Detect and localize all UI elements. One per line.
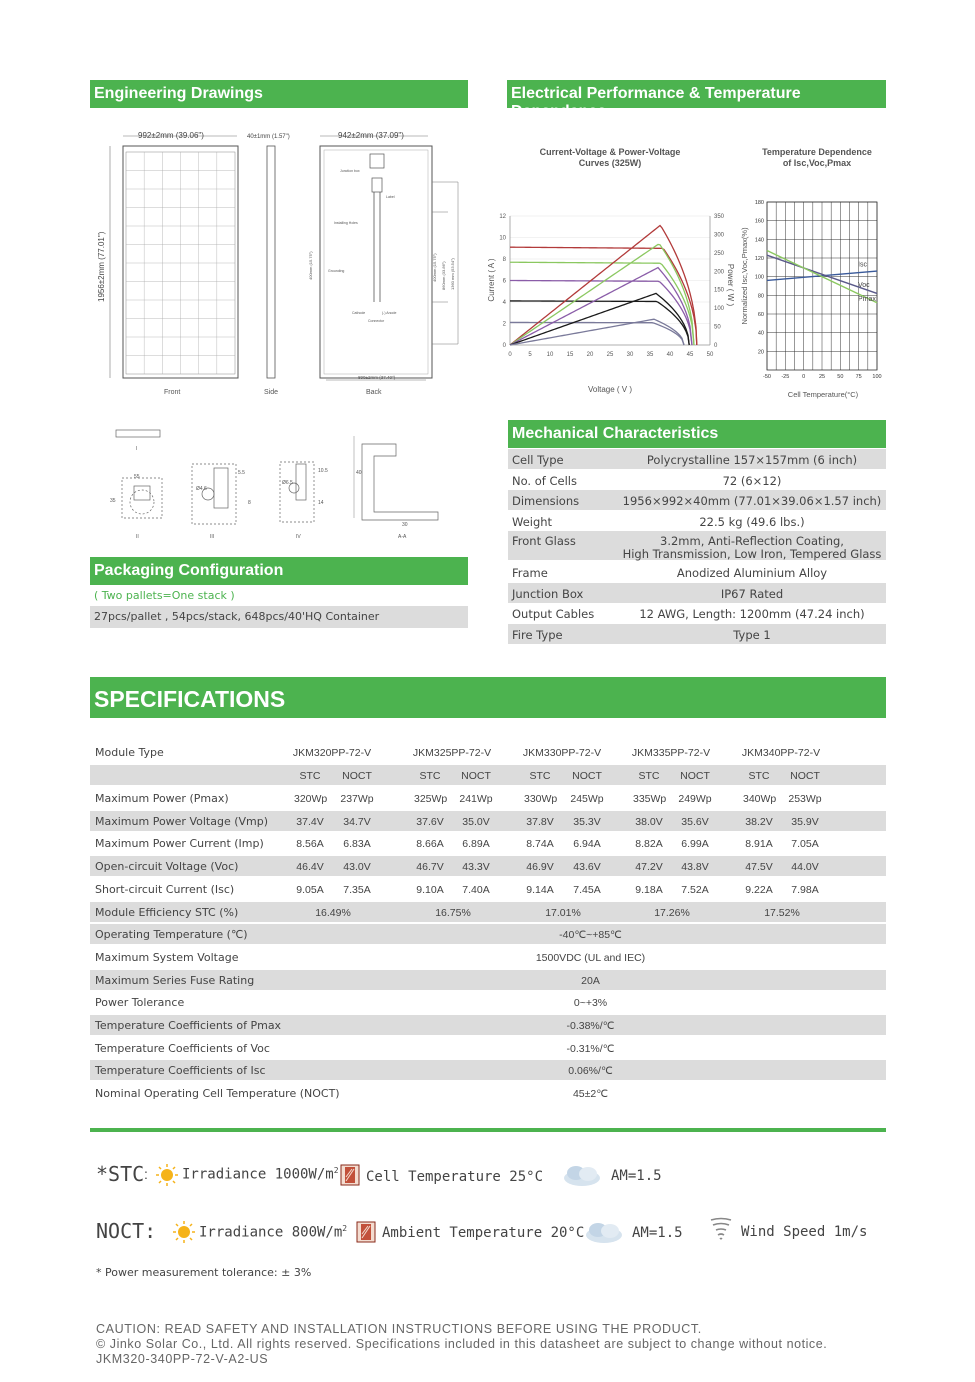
- spec-value: 47.5V: [745, 861, 773, 874]
- x-tick-label: 15: [566, 352, 574, 358]
- mechanical-label: Junction Box: [512, 586, 584, 601]
- spec-value: 335Wp: [633, 793, 667, 805]
- spec-value: 8.56A: [296, 838, 324, 851]
- model-name: JKM325PP-72-V: [412, 747, 492, 759]
- front-width-dim: 992±2mm (39.06"): [138, 131, 204, 140]
- module-type-label: Module Type: [95, 746, 164, 759]
- back-bottom-dim: 890±2mm (37.40"): [358, 375, 396, 380]
- anode-label: (-) Anode: [382, 311, 397, 315]
- spec-value: 253Wp: [788, 793, 822, 805]
- spec-row: [90, 856, 886, 876]
- x-tick-label: 0: [508, 352, 512, 358]
- detail-dim-14: 14: [318, 500, 324, 506]
- spec-header-row: [90, 742, 886, 762]
- stc-label: STC: [748, 770, 770, 782]
- mechanical-label: Frame: [512, 566, 548, 580]
- spec-value: 35.9V: [791, 815, 819, 828]
- wind-icon: [708, 1216, 734, 1244]
- detail-dim-10-5: 10.5: [318, 468, 328, 474]
- detail-label-4: IV: [296, 534, 301, 540]
- x-tick-label: 30: [626, 352, 634, 358]
- mechanical-value: 12 AWG, Length: 1200mm (47.24 inch): [639, 607, 865, 621]
- spec-value: 35.0V: [462, 815, 490, 828]
- cloud-icon: [582, 1219, 626, 1245]
- sun-icon: [155, 1163, 179, 1187]
- iv-xlabel: Voltage ( V ): [587, 385, 633, 394]
- detail-dim-dia-6-5: Ø6.5: [282, 480, 293, 486]
- mechanical-header: [508, 420, 886, 448]
- stc-irradiance-text: Irradiance 1000W/m: [182, 1166, 334, 1183]
- mechanical-value: 1956×992×40mm (77.01×39.06×1.57 inch): [622, 494, 882, 508]
- spec-value: 9.10A: [416, 883, 444, 896]
- noct-ambient-temperature: Ambient Temperature 20°C: [382, 1225, 585, 1241]
- dim-1360: 1360 mm (53.54"): [450, 258, 455, 290]
- detail-label-2: II: [136, 534, 139, 540]
- mechanical-row: [508, 562, 886, 582]
- x-tick-label: -25: [781, 374, 790, 380]
- spec-value: 8.74A: [526, 838, 554, 851]
- iv-pv-chart: [480, 140, 735, 405]
- spec-value: 0~+3%: [573, 997, 608, 1010]
- model-name: JKM335PP-72-V: [631, 747, 711, 759]
- noct-irradiance-text: Irradiance 800W/m: [199, 1224, 343, 1241]
- spec-value: 9.22A: [745, 883, 773, 896]
- y-tick-label: 2: [502, 321, 506, 328]
- mechanical-value: Polycrystalline 157×157mm (6 inch): [646, 453, 858, 467]
- mechanical-label: Dimensions: [512, 494, 580, 508]
- y2-tick-label: 300: [714, 232, 725, 239]
- noct-label: NOCT: [790, 770, 820, 782]
- mechanical-row: [508, 449, 886, 469]
- x-tick-label: 25: [606, 352, 614, 358]
- spec-label: Module Efficiency STC (%): [95, 905, 239, 919]
- ambient-temperature-icon: [354, 1220, 378, 1244]
- spec-value: 9.18A: [635, 883, 663, 896]
- mechanical-label: Fire Type: [512, 627, 563, 642]
- spec-row: [90, 1060, 886, 1080]
- engineering-drawings: [90, 122, 470, 552]
- packaging-note: ( Two pallets=One stack ): [94, 589, 235, 602]
- connector-label: Connector: [368, 319, 385, 323]
- temperature-dependence-chart: [735, 140, 885, 405]
- stc-colon: :: [144, 1166, 148, 1182]
- front-height-dim: 1956±2mm (77.01"): [97, 231, 106, 302]
- detail-dim-55: 55: [134, 474, 140, 480]
- spec-value: 237Wp: [340, 793, 374, 805]
- x-tick-label: 75: [855, 374, 862, 380]
- mechanical-value: 3.2mm, Anti-Reflection Coating,: [660, 534, 844, 548]
- mechanical-title: Mechanical Characteristics: [512, 425, 719, 442]
- detail-label-aa: A-A: [398, 534, 407, 540]
- temp-chart-title-line2: of Isc,Voc,Pmax: [782, 158, 852, 168]
- spec-value: 44.0V: [791, 861, 819, 874]
- spec-value: 0.06%/℃: [568, 1065, 613, 1078]
- mechanical-label: Weight: [512, 514, 553, 529]
- efficiency-value: 16.49%: [315, 906, 351, 919]
- stc-label: STC: [638, 770, 660, 782]
- spec-value: 46.9V: [526, 861, 554, 874]
- mechanical-label: Output Cables: [512, 607, 595, 621]
- spec-label: Temperature Coefficients of Isc: [95, 1064, 266, 1078]
- x-tick-label: 100: [872, 374, 882, 380]
- spec-value: 7.05A: [791, 838, 819, 851]
- spec-row: [90, 1083, 886, 1103]
- y-tick-label: 8: [502, 257, 506, 263]
- mechanical-value: 22.5 kg (49.6 lbs.): [699, 514, 805, 529]
- iv-chart-title-line1: Current-Voltage & Power-Voltage: [539, 147, 681, 157]
- temp-chart-title-line1: Temperature Dependence: [762, 147, 872, 157]
- y2-tick-label: 50: [714, 324, 721, 331]
- spec-label: Maximum Power Voltage (Vmp): [95, 814, 269, 828]
- noct-label: NOCT:: [96, 1219, 157, 1243]
- spec-value: 7.40A: [462, 883, 490, 896]
- y-tick-label: 40: [757, 330, 764, 337]
- footer-code: JKM320-340PP-72-V-A2-US: [96, 1352, 269, 1366]
- y-tick-label: 160: [754, 218, 764, 225]
- mechanical-row: [508, 490, 886, 510]
- spec-value: 8.91A: [745, 838, 773, 851]
- model-name: JKM320PP-72-V: [292, 747, 372, 759]
- electrical-performance-title: Electrical Performance & Temperature Dependence: [511, 85, 801, 120]
- noct-irradiance: [199, 1224, 347, 1241]
- y2-tick-label: 250: [714, 250, 725, 257]
- dim-400-b: 400mm (15.75"): [432, 253, 437, 282]
- x-tick-label: -50: [763, 374, 771, 380]
- y2-tick-label: 200: [714, 269, 725, 276]
- spec-label: Power Tolerance: [95, 996, 185, 1010]
- y-tick-label: 0: [502, 343, 506, 349]
- y-tick-label: 100: [754, 274, 764, 281]
- stc-label: STC: [529, 770, 551, 782]
- dim-860: 860mm (33.86"): [441, 261, 446, 290]
- efficiency-value: 16.75%: [435, 906, 471, 919]
- x-tick-label: 5: [528, 352, 532, 358]
- spec-value: 34.7V: [343, 815, 371, 828]
- cloud-icon: [560, 1162, 604, 1188]
- spec-value: 7.98A: [791, 883, 819, 896]
- model-name: JKM330PP-72-V: [522, 747, 602, 759]
- spec-value: 6.99A: [681, 838, 709, 851]
- spec-value: 38.0V: [635, 815, 663, 828]
- spec-label: Short-circuit Current (Isc): [95, 882, 235, 896]
- detail-label-1: I: [136, 446, 138, 452]
- efficiency-value: 17.01%: [545, 906, 581, 919]
- stc-am: AM=1.5: [611, 1168, 662, 1184]
- stc-label: *STC: [96, 1162, 145, 1186]
- stc-cell-temperature: Cell Temperature 25°C: [366, 1169, 544, 1185]
- footer-caution: CAUTION: READ SAFETY AND INSTALLATION INSTRUCTIONS BEFORE USING THE PRODUCT.: [96, 1322, 702, 1336]
- spec-row: [90, 811, 886, 831]
- spec-value: 43.6V: [573, 861, 601, 874]
- spec-value: 6.94A: [573, 838, 601, 851]
- y-tick-label: 12: [499, 214, 506, 220]
- noct-wind-speed: Wind Speed 1m/s: [741, 1224, 868, 1240]
- detail-dim-35: 35: [110, 498, 116, 504]
- spec-label: Maximum System Voltage: [95, 950, 239, 964]
- y2-tick-label: 350: [714, 214, 725, 220]
- detail-label-3: III: [210, 534, 215, 540]
- spec-value: 249Wp: [678, 793, 712, 805]
- mechanical-row: [508, 624, 886, 644]
- spec-label: Maximum Series Fuse Rating: [95, 973, 255, 987]
- mechanical-value: Type 1: [733, 627, 771, 642]
- detail-dim-30: 30: [402, 522, 408, 528]
- spec-row: [90, 879, 886, 899]
- spec-value: -0.31%/℃: [566, 1042, 615, 1055]
- x-tick-label: 50: [706, 352, 714, 358]
- temp-ylabel: Normalized Isc,Voc,Pmax(%): [740, 227, 749, 325]
- spec-value: 340Wp: [743, 793, 777, 805]
- spec-value: 9.14A: [526, 883, 554, 896]
- noct-am: AM=1.5: [632, 1225, 683, 1241]
- x-tick-label: 10: [546, 352, 554, 358]
- front-label: Front: [164, 389, 181, 396]
- spec-value: -40℃~+85℃: [559, 929, 622, 942]
- spec-row: [90, 992, 886, 1012]
- stc-label: STC: [299, 770, 321, 782]
- spec-value: 43.8V: [681, 861, 709, 874]
- grounding-label: Grounding: [328, 269, 345, 273]
- temp-xlabel: Cell Temperature(°C): [787, 390, 859, 399]
- mechanical-row: [508, 511, 886, 531]
- iv-curve: [510, 322, 684, 345]
- x-tick-label: 40: [666, 352, 674, 358]
- spec-row: [90, 788, 886, 808]
- spec-value: 47.2V: [635, 861, 663, 874]
- spec-value: 38.2V: [745, 815, 773, 828]
- spec-value: 7.52A: [681, 883, 709, 896]
- detail-dim-5-5: 5.5: [238, 470, 245, 476]
- x-tick-label: 25: [818, 374, 826, 380]
- spec-value: 46.4V: [296, 861, 324, 874]
- mechanical-row: [508, 470, 886, 490]
- specifications-title: SPECIFICATIONS: [94, 686, 286, 712]
- spec-value: 35.6V: [681, 815, 709, 828]
- spec-row: [90, 833, 886, 853]
- engineering-drawings-title: Engineering Drawings: [94, 85, 263, 102]
- spec-row: [90, 1038, 886, 1058]
- packaging-row: [90, 606, 468, 628]
- spec-value: 330Wp: [524, 793, 558, 805]
- iv-y2label: Power ( W ): [726, 263, 735, 307]
- engineering-drawings-header: [90, 80, 468, 108]
- x-tick-label: 20: [586, 352, 594, 358]
- detail-dim-8: 8: [248, 500, 251, 506]
- electrical-performance-header: [507, 80, 886, 120]
- packaging-title: Packaging Configuration: [94, 562, 284, 579]
- mechanical-row: [508, 603, 886, 623]
- spec-value: 37.8V: [526, 815, 554, 828]
- specifications-header: [90, 677, 886, 718]
- spec-value: 8.66A: [416, 838, 444, 851]
- efficiency-value: 17.26%: [654, 906, 690, 919]
- legend-pmax: Pmax: [858, 295, 876, 303]
- packaging-header: [90, 557, 468, 585]
- y-tick-label: 180: [754, 200, 764, 206]
- spec-value: 1500VDC (UL and IEC): [535, 951, 646, 964]
- y2-tick-label: 150: [714, 287, 725, 294]
- y2-tick-label: 0: [714, 343, 718, 349]
- iv-ylabel: Current ( A ): [487, 258, 496, 302]
- y-tick-label: 80: [757, 293, 764, 300]
- spec-row: [90, 970, 886, 990]
- side-view-drawing: [267, 146, 275, 378]
- stc-irradiance: [182, 1166, 339, 1183]
- spec-value: 37.4V: [296, 815, 324, 828]
- cell-temperature-icon: [338, 1163, 362, 1187]
- spec-label: Temperature Coefficients of Pmax: [95, 1019, 282, 1032]
- dim-400-a: 400mm (15.75"): [308, 251, 313, 280]
- spec-value: 6.83A: [343, 838, 371, 851]
- spec-value: 7.45A: [573, 883, 601, 896]
- detail-drawings: [116, 430, 438, 524]
- packaging-text: 27pcs/pallet , 54pcs/stack, 648pcs/40'HQ Container: [94, 610, 380, 623]
- y-tick-label: 20: [757, 349, 764, 356]
- side-label: Side: [264, 389, 279, 396]
- back-width-dim: 942±2mm (37.09"): [338, 131, 404, 140]
- footnote: * Power measurement tolerance: ± 3%: [96, 1266, 312, 1279]
- detail-dim-dia-4-6: Ø4.6: [196, 486, 207, 492]
- x-tick-label: 35: [646, 352, 654, 358]
- mechanical-label: Cell Type: [512, 453, 564, 467]
- mechanical-value-line2: High Transmission, Low Iron, Tempered Glass: [622, 547, 882, 561]
- installing-holes-label: Installing Holes: [334, 221, 358, 225]
- stc-noct-row: [90, 765, 886, 785]
- spec-value: 20A: [581, 974, 600, 987]
- spec-row: [90, 924, 886, 944]
- y-tick-label: 10: [499, 235, 506, 242]
- spec-label: Maximum Power (Pmax): [95, 792, 229, 805]
- spec-row: [90, 1015, 886, 1035]
- mechanical-value: 72 (6×12): [722, 473, 782, 488]
- y-tick-label: 140: [754, 237, 764, 244]
- spec-value: 241Wp: [459, 793, 493, 805]
- spec-value: 9.05A: [296, 883, 324, 896]
- noct-irradiance-sup: 2: [342, 1224, 348, 1233]
- stc-irradiance-sup: 2: [333, 1166, 339, 1175]
- y-tick-label: 60: [757, 312, 764, 318]
- mechanical-label: No. of Cells: [512, 473, 577, 488]
- efficiency-row: [90, 902, 886, 922]
- spec-value: 8.82A: [635, 838, 663, 851]
- green-divider: [90, 1128, 886, 1132]
- spec-value: 325Wp: [414, 793, 448, 805]
- x-tick-label: 45: [686, 352, 694, 358]
- label-text: Label: [386, 195, 395, 199]
- x-tick-label: 50: [837, 374, 844, 380]
- iv-curve: [510, 262, 694, 345]
- spec-label: Temperature Coefficients of Voc: [95, 1041, 270, 1055]
- x-tick-label: 0: [802, 374, 806, 380]
- spec-value: 245Wp: [570, 793, 604, 805]
- spec-value: 6.89A: [462, 838, 490, 851]
- model-name: JKM340PP-72-V: [741, 747, 821, 759]
- efficiency-value: 17.52%: [764, 906, 800, 919]
- side-width-dim: 40±1mm (1.57"): [247, 134, 290, 140]
- spec-label: Operating Temperature (℃): [95, 928, 248, 942]
- spec-row: [90, 947, 886, 967]
- spec-value: 46.7V: [416, 861, 444, 874]
- y-tick-label: 4: [502, 300, 506, 306]
- y2-tick-label: 100: [714, 306, 725, 313]
- sun-icon: [172, 1220, 196, 1244]
- y-tick-label: 6: [502, 278, 506, 285]
- spec-label: Nominal Operating Cell Temperature (NOCT): [95, 1087, 340, 1101]
- spec-label: Open-circuit Voltage (Voc): [95, 860, 239, 874]
- legend-isc: Isc: [858, 261, 867, 269]
- mechanical-label: Front Glass: [512, 534, 576, 548]
- y-tick-label: 120: [754, 256, 764, 262]
- spec-value: 43.3V: [462, 861, 490, 874]
- spec-label: Maximum Power Current (Imp): [95, 837, 264, 851]
- mechanical-row: [508, 583, 886, 603]
- noct-label: NOCT: [572, 770, 602, 782]
- junction-box-label: Junction box: [340, 169, 360, 173]
- cathode-label: Cathode: [352, 311, 366, 315]
- noct-label: NOCT: [680, 770, 710, 782]
- spec-value: 7.35A: [343, 883, 371, 896]
- mechanical-value: IP67 Rated: [720, 586, 784, 601]
- legend-voc: Voc: [858, 281, 870, 289]
- spec-value: 45±2℃: [572, 1088, 609, 1101]
- front-view-drawing: [110, 136, 238, 378]
- spec-value: 43.0V: [343, 861, 371, 874]
- footer-copyright: © Jinko Solar Co., Ltd. All rights reserved. Specifications included in this datasheet are subject to change without notice.: [96, 1337, 828, 1351]
- spec-value: 35.3V: [573, 815, 601, 828]
- stc-label: STC: [419, 770, 441, 782]
- noct-label: NOCT: [461, 770, 491, 782]
- mechanical-row: [508, 531, 886, 560]
- noct-label: NOCT: [342, 770, 372, 782]
- mechanical-value: Anodized Aluminium Alloy: [676, 566, 828, 580]
- spec-value: 320Wp: [294, 793, 328, 805]
- back-label: Back: [366, 389, 382, 396]
- detail-dim-40: 40: [356, 470, 362, 476]
- spec-value: 37.6V: [416, 815, 444, 828]
- iv-chart-title-line2: Curves (325W): [578, 158, 642, 168]
- spec-value: -0.38%/℃: [566, 1020, 615, 1032]
